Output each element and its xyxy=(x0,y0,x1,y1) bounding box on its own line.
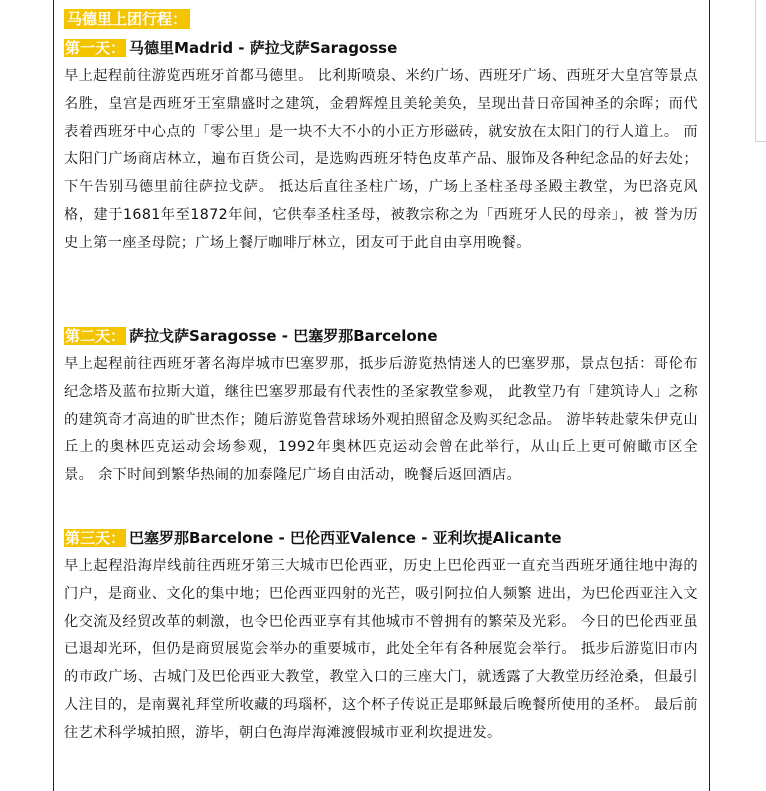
day-3-description: 早上起程沿海岸线前往西班牙第三大城市巴伦西亚，历史上巴伦西亚一直充当西班牙通往地中海的门户，是商业、文化的集中地；巴伦西亚四射的光芒，吸引阿拉伯人频繁 进出，为巴伦西亚注入文化交流及经贸改革的刺激，也令巴伦西亚享有其他城市不曾拥有的繁荣及光彩。 今日的巴伦西亚虽已退却光环，但仍是商贸展览会举办的重要城市，此处全年有各种展览会举行。 抵步后游览旧市内的市政广场、古城门及巴伦西亚大教堂，教堂入口的三座大门，就透露了大教堂历经沧桑，但最引人注目的，是南翼礼拜堂所收藏的玛瑙杯，这个杯子传说正是耶稣最后晚餐所使用的圣杯。 最后前往艺术科学城拍照，游毕，朝白色海岸海滩渡假城市亚利坎提进发。 xyxy=(64,558,698,741)
day-2-heading xyxy=(64,326,438,346)
day-3-route: 巴塞罗那Barcelone - 巴伦西亚Valence - 亚利坎提Alicante xyxy=(129,529,562,547)
day-1-description: 早上起程前往游览西班牙首都马德里。 比利斯喷泉、米约广场、西班牙广场、西班牙大皇宫等景点名胜，皇宫是西班牙王室鼎盛时之建筑，金碧辉煌且美轮美奂，呈现出昔日帝国神圣的余晖；而代表着西班牙中心点的「零公里」是一块不大不小的小正方形磁砖，就安放在太阳门的行人道上。 而太阳门广场商店林立，遍布百货公司，是选购西班牙特色皮革产品、服饰及各种纪念品的好去处；下午告别马德里前往萨拉戈萨。 抵达后直往圣柱广场，广场上圣柱圣母圣殿主教堂，为巴洛克风格，建于1681年至1872年间，它供奉圣柱圣母，被教宗称之为「西班牙人民的母亲」，被 誉为历史上第一座圣母院；广场上餐厅咖啡厅林立，团友可于此自由享用晚餐。 xyxy=(64,68,698,251)
day-2-route: 萨拉戈萨Saragosse - 巴塞罗那Barcelone xyxy=(129,327,438,345)
itinerary-title: 马德里上团行程： xyxy=(64,9,190,29)
day-1-tag: 第一天： xyxy=(65,39,126,57)
day-2-description: 早上起程前往西班牙著名海岸城市巴塞罗那，抵步后游览热情迷人的巴塞罗那，景点包括：哥伦布纪念塔及蓝布拉斯大道，继往巴塞罗那最有代表性的圣家教堂参观， 此教堂乃有「建筑诗人」之称的建筑奇才高迪的旷世杰作；随后游览鲁营球场外观拍照留念及购买纪念品。 游毕转赴蒙朱伊克山丘上的奥林匹克运动会场参观，1992年奥林匹克运动会曾在此举行，从山丘上更可俯瞰市区全景。 余下时间到繁华热闹的加泰隆尼广场自由活动，晚餐后返回酒店。 xyxy=(64,356,698,484)
day-1-route: 马德里Madrid - 萨拉戈萨Saragosse xyxy=(129,39,398,57)
day-1-heading xyxy=(64,38,397,58)
day-3-heading xyxy=(64,528,562,548)
day-2-tag: 第二天： xyxy=(65,327,126,345)
document-page xyxy=(53,0,710,791)
side-panel xyxy=(755,0,766,142)
day-3-tag: 第三天： xyxy=(65,529,126,547)
